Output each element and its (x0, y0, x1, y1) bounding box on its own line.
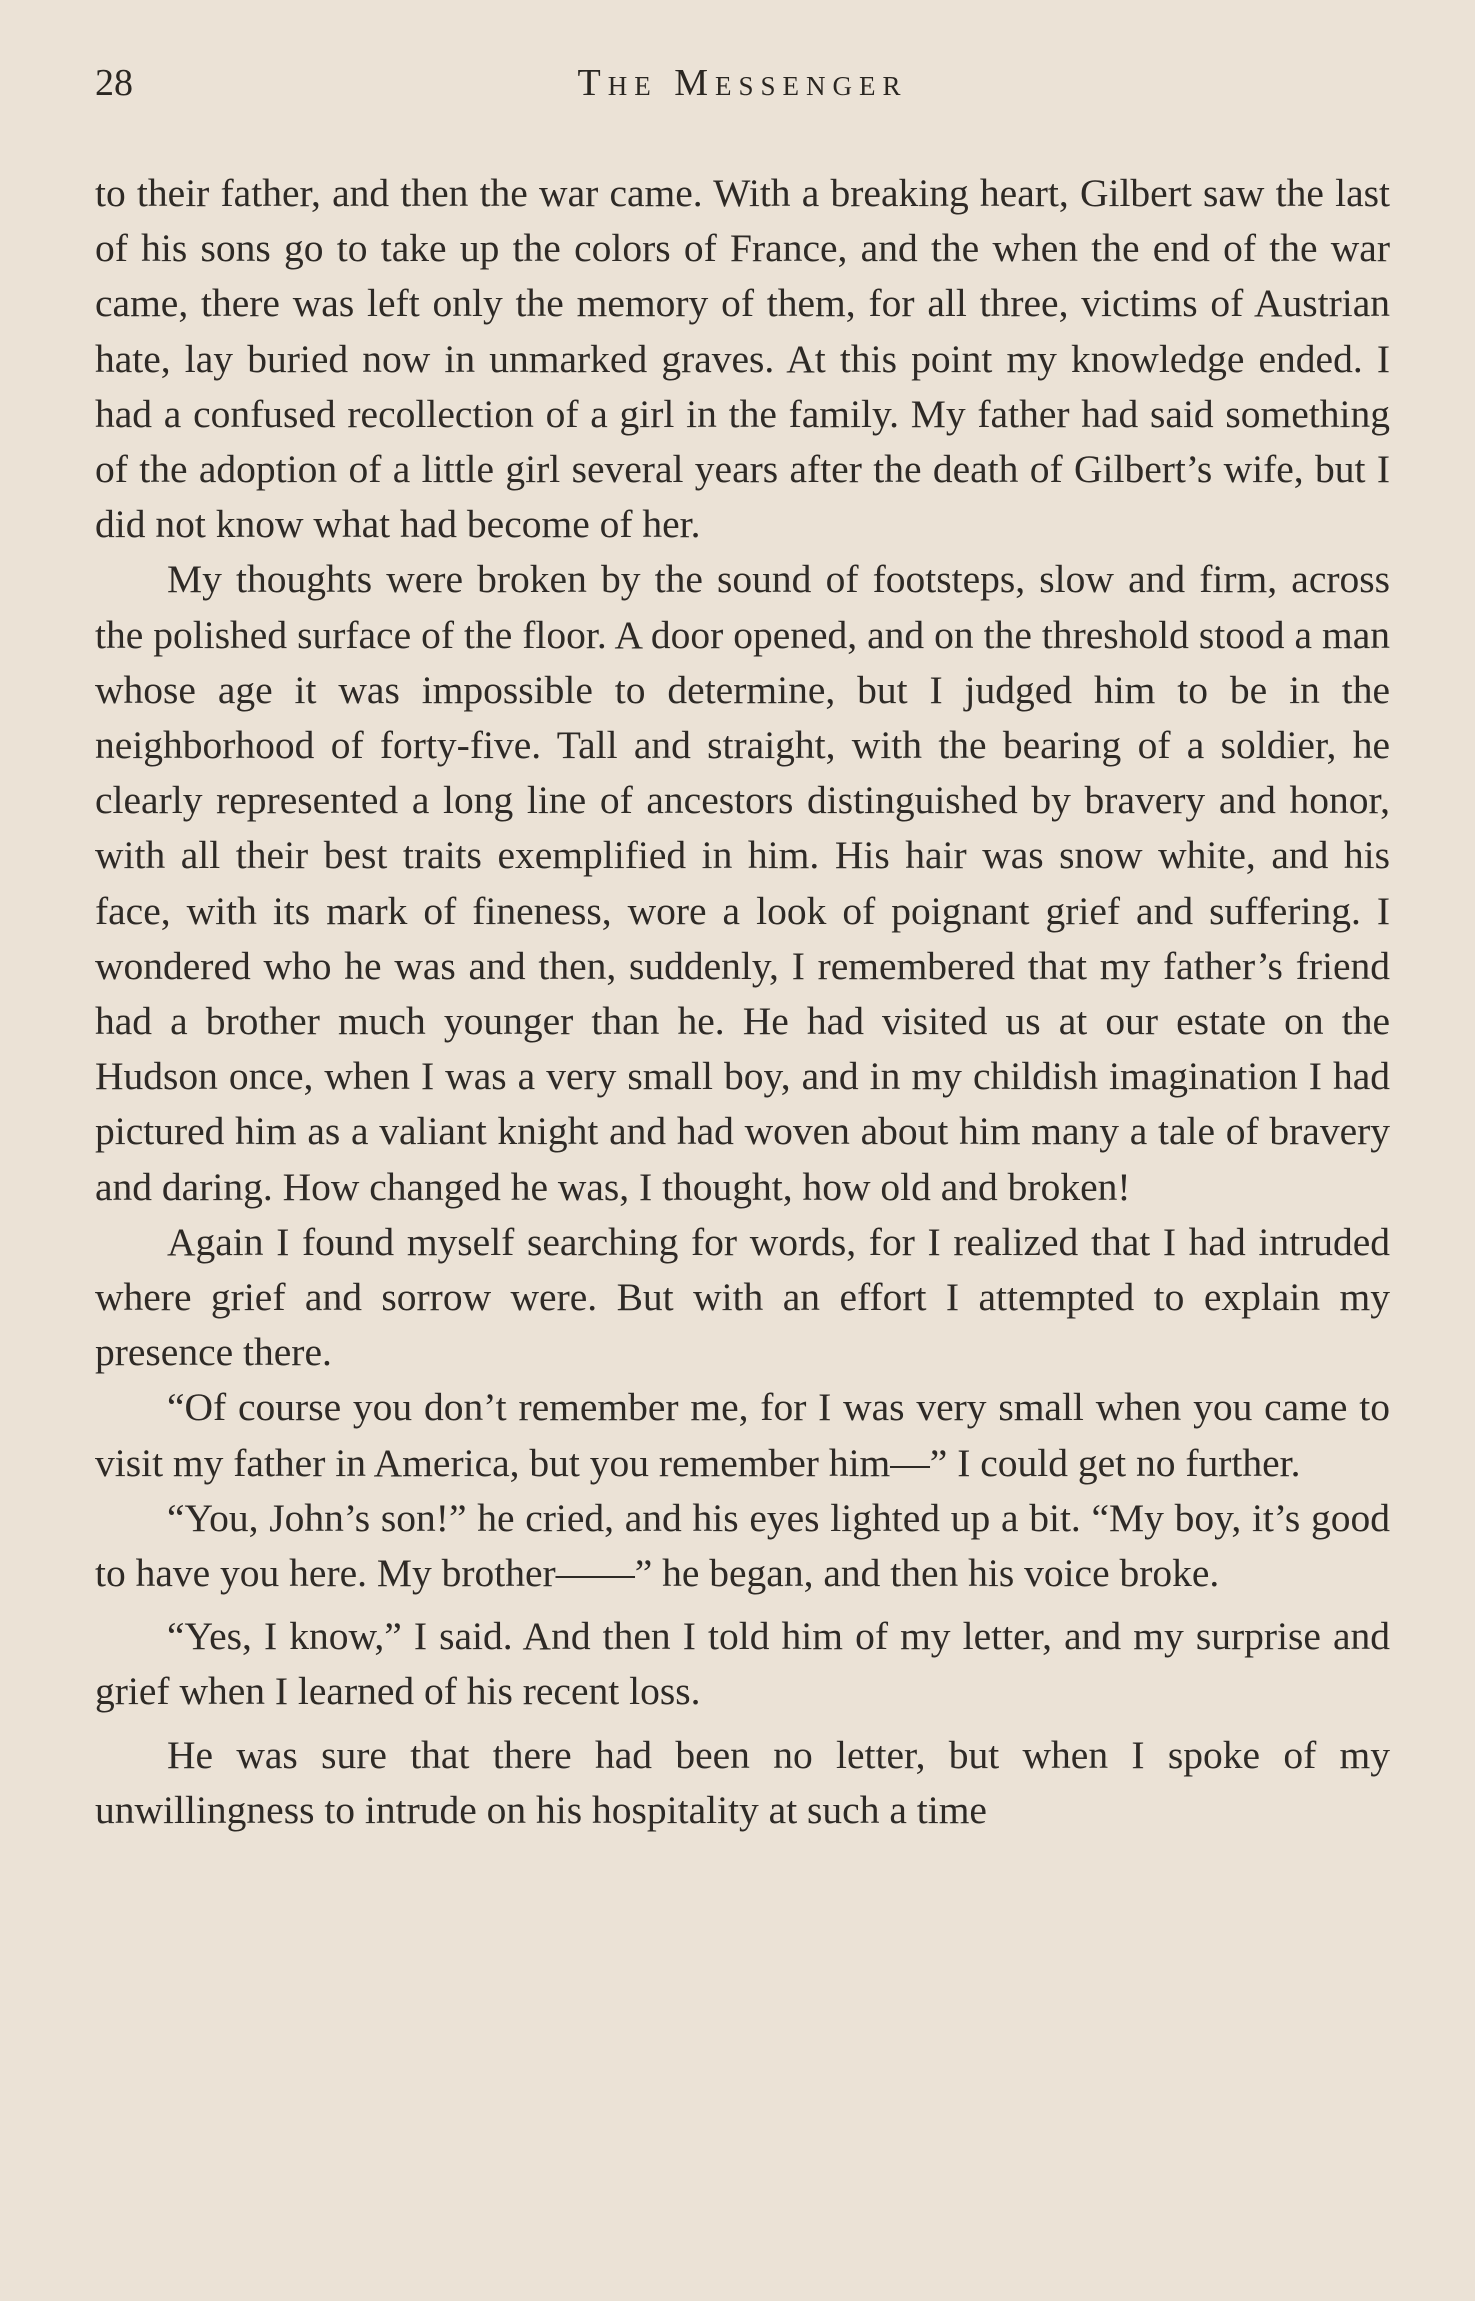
page-number: 28 (95, 62, 133, 104)
paragraph-6: “Yes, I know,” I said. And then I told him of my letter, and my surprise and grief when I learned of his recent loss. (95, 1614, 1390, 1714)
running-title: The Messenger (577, 62, 908, 104)
paragraph-5: “You, John’s son!” he cried, and his eyes lighted up a bit. “My boy, it’s good to have you here. My brother——” he began, and then his voice broke. (95, 1495, 1390, 1596)
paragraph-7: He was sure that there had been no letter, but when I spoke of my unwillingness to intrude on his hospitality at such a time (95, 1732, 1390, 1832)
paragraph-3: Again I found myself searching for words, for I realized that I had intruded where grief and sorrow were. But with an effort I attempted to explain my presence there. (95, 1219, 1390, 1375)
paragraph-4: “Of course you don’t remember me, for I was very small when you came to visit my father in America, but you remember him—” I could get no further. (95, 1385, 1390, 1485)
paragraph-1: to their father, and then the war came. With a breaking heart, Gilbert saw the last of his sons go to take up the colors of France, and the when the end of the war came, there was left only the memory of them, for all three, victims of Austrian hate, lay buried now in unmarked graves. At this point my knowledge ended. I had a confused recollection of a girl in the family. My father had said something of the adoption of a little girl several years after the death of Gilbert’s wife, but I did not know what had become of her. (95, 171, 1390, 547)
paragraph-2: My thoughts were broken by the sound of footsteps, slow and firm, across the polished surface of the floor. A door opened, and on the threshold stood a man whose age it was impossible to determine, but I judged him to be in the neighborhood of forty-five. Tall and straight, with the bearing of a soldier, he clearly represented a long line of ancestors distinguished by bravery and honor, with all their best traits exemplified in him. His hair was snow white, and his face, with its mark of fineness, wore a look of poignant grief and suffering. I wondered who he was and then, suddenly, I remembered that my father’s friend had a brother much younger than he. He had visited us at our estate on the Hudson once, when I was a very small boy, and in my childish imagination I had pictured him as a valiant knight and had woven about him many a tale of bravery and daring. How changed he was, I thought, how old and broken! (95, 557, 1390, 1209)
body-text (95, 166, 1390, 1838)
page-header (95, 58, 1390, 108)
